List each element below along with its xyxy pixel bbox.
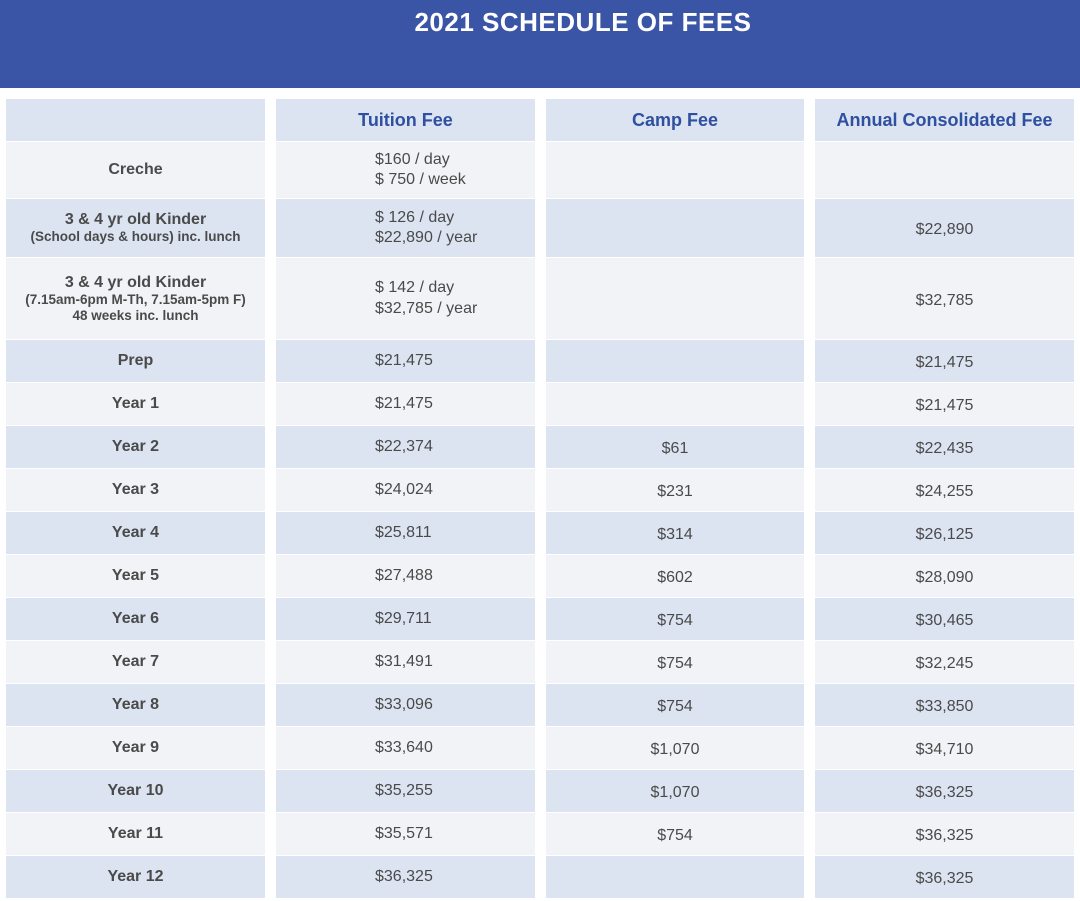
tuition-fee-lines [375, 278, 477, 319]
tuition-fee-lines [375, 695, 433, 715]
row-label-main: Prep [117, 351, 154, 369]
tuition-fee-value: $29,711 [375, 609, 432, 627]
tuition-fee-value: $32,785 / year [375, 299, 478, 317]
row-label [6, 258, 265, 339]
table-row [6, 813, 1074, 855]
row-label [6, 813, 265, 855]
annual-consolidated-fee-cell: $36,325 [815, 813, 1074, 855]
page-title: 2021 SCHEDULE OF FEES [414, 7, 752, 37]
annual-consolidated-fee-cell: $22,435 [815, 426, 1074, 468]
tuition-fee-value: $33,640 [375, 738, 433, 756]
tuition-fee-lines [375, 867, 433, 887]
table-row [6, 727, 1074, 769]
row-label-main: Creche [108, 160, 163, 178]
table-row [6, 340, 1074, 382]
row-label-main: Year 8 [111, 695, 160, 713]
row-label-detail: (7.15am-6pm M-Th, 7.15am-5pm F) [25, 292, 246, 308]
tuition-fee-cell [276, 383, 535, 425]
camp-fee-cell: $754 [546, 598, 804, 640]
tuition-fee-lines [375, 437, 433, 457]
row-label [6, 142, 265, 198]
row-label [6, 856, 265, 898]
table-row [6, 142, 1074, 198]
tuition-fee-lines [375, 609, 432, 629]
row-label [6, 426, 265, 468]
tuition-fee-cell [276, 684, 535, 726]
table-row [6, 383, 1074, 425]
tuition-fee-value: $33,096 [375, 695, 433, 713]
annual-consolidated-fee-cell: $24,255 [815, 469, 1074, 511]
tuition-fee-value: $36,325 [375, 867, 433, 885]
tuition-fee-cell [276, 856, 535, 898]
table-row [6, 684, 1074, 726]
header-blank [6, 99, 265, 141]
row-label [6, 684, 265, 726]
table-header-row [6, 99, 1074, 141]
tuition-fee-cell [276, 555, 535, 597]
tuition-fee-lines [375, 523, 432, 543]
row-label [6, 727, 265, 769]
table-row [6, 199, 1074, 257]
row-label-main: Year 9 [111, 738, 160, 756]
tuition-fee-value: $ 750 / week [375, 171, 466, 188]
camp-fee-cell [546, 340, 804, 382]
tuition-fee-lines [375, 208, 477, 249]
camp-fee-cell [546, 383, 804, 425]
camp-fee-cell: $1,070 [546, 727, 804, 769]
tuition-fee-value: $21,475 [375, 351, 433, 369]
row-label-detail: 48 weeks inc. lunch [72, 307, 199, 323]
annual-consolidated-fee-cell: $30,465 [815, 598, 1074, 640]
header-camp-fee: Camp Fee [546, 99, 804, 141]
row-label [6, 512, 265, 554]
tuition-fee-cell [276, 770, 535, 812]
tuition-fee-value: $ 126 / day [375, 208, 455, 226]
row-label-main: Year 11 [107, 824, 164, 842]
camp-fee-cell: $231 [546, 469, 804, 511]
tuition-fee-cell [276, 426, 535, 468]
row-label [6, 641, 265, 683]
tuition-fee-value: $25,811 [375, 523, 432, 541]
camp-fee-cell: $602 [546, 555, 804, 597]
annual-consolidated-fee-cell: $34,710 [815, 727, 1074, 769]
camp-fee-cell [546, 199, 804, 257]
tuition-fee-value: $21,475 [375, 394, 433, 412]
row-label-main: Year 4 [111, 523, 160, 541]
header-tuition-fee: Tuition Fee [276, 99, 535, 141]
tuition-fee-cell [276, 340, 535, 382]
tuition-fee-lines [375, 480, 433, 500]
tuition-fee-cell [276, 512, 535, 554]
table-row [6, 856, 1074, 898]
tuition-fee-value: $160 / day [375, 150, 450, 168]
camp-fee-cell: $754 [546, 813, 804, 855]
table-row [6, 770, 1074, 812]
annual-consolidated-fee-cell: $33,850 [815, 684, 1074, 726]
annual-consolidated-fee-cell: $26,125 [815, 512, 1074, 554]
row-label-detail: (School days & hours) inc. lunch [30, 229, 241, 245]
camp-fee-cell: $1,070 [546, 770, 804, 812]
tuition-fee-lines [375, 351, 433, 371]
tuition-fee-lines [375, 652, 433, 672]
tuition-fee-lines [375, 150, 466, 191]
row-label [6, 770, 265, 812]
row-label-main: Year 10 [107, 781, 164, 799]
tuition-fee-cell [276, 469, 535, 511]
tuition-fee-cell [276, 641, 535, 683]
row-label [6, 199, 265, 257]
annual-consolidated-fee-cell: $32,245 [815, 641, 1074, 683]
tuition-fee-lines [375, 781, 433, 801]
annual-consolidated-fee-cell: $28,090 [815, 555, 1074, 597]
row-label-main: Year 7 [111, 652, 160, 670]
annual-consolidated-fee-cell: $21,475 [815, 383, 1074, 425]
row-label [6, 383, 265, 425]
tuition-fee-value: $22,374 [375, 437, 433, 455]
row-label-main: Year 2 [111, 437, 160, 455]
annual-consolidated-fee-cell: $36,325 [815, 770, 1074, 812]
row-label-main: Year 5 [111, 566, 160, 584]
row-label [6, 469, 265, 511]
camp-fee-cell: $314 [546, 512, 804, 554]
table-row [6, 469, 1074, 511]
table-row [6, 512, 1074, 554]
tuition-fee-value: $ 142 / day [375, 279, 455, 297]
table-row [6, 426, 1074, 468]
tuition-fee-lines [375, 738, 433, 758]
camp-fee-cell [546, 258, 804, 339]
table-row [6, 598, 1074, 640]
row-label [6, 598, 265, 640]
row-label [6, 340, 265, 382]
tuition-fee-cell [276, 142, 535, 198]
row-label-main: 3 & 4 yr old Kinder [64, 273, 207, 291]
tuition-fee-value: $27,488 [375, 566, 433, 584]
tuition-fee-cell [276, 258, 535, 339]
tuition-fee-cell [276, 598, 535, 640]
row-label-main: 3 & 4 yr old Kinder [64, 211, 207, 229]
row-label-main: Year 1 [111, 394, 160, 412]
tuition-fee-cell [276, 727, 535, 769]
tuition-fee-cell [276, 199, 535, 257]
tuition-fee-value: $31,491 [375, 652, 433, 670]
row-label-main: Year 3 [111, 480, 160, 498]
header-annual-consolidated-fee: Annual Consolidated Fee [815, 99, 1074, 141]
annual-consolidated-fee-cell: $21,475 [815, 340, 1074, 382]
table-row [6, 641, 1074, 683]
table-row [6, 258, 1074, 339]
camp-fee-cell: $61 [546, 426, 804, 468]
annual-consolidated-fee-cell: $22,890 [815, 199, 1074, 257]
camp-fee-cell: $754 [546, 684, 804, 726]
tuition-fee-value: $24,024 [375, 480, 433, 498]
camp-fee-cell: $754 [546, 641, 804, 683]
title-banner [0, 0, 1080, 88]
tuition-fee-cell [276, 813, 535, 855]
row-label-main: Year 12 [107, 867, 164, 885]
camp-fee-cell [546, 856, 804, 898]
row-label-main: Year 6 [111, 609, 160, 627]
tuition-fee-value: $22,890 / year [375, 229, 478, 246]
table-row [6, 555, 1074, 597]
annual-consolidated-fee-cell [815, 142, 1074, 198]
tuition-fee-value: $35,571 [375, 824, 433, 842]
tuition-fee-lines [375, 824, 433, 844]
tuition-fee-value: $35,255 [375, 781, 433, 799]
annual-consolidated-fee-cell: $32,785 [815, 258, 1074, 339]
tuition-fee-lines [375, 394, 433, 414]
row-label [6, 555, 265, 597]
annual-consolidated-fee-cell: $36,325 [815, 856, 1074, 898]
camp-fee-cell [546, 142, 804, 198]
tuition-fee-lines [375, 566, 433, 586]
